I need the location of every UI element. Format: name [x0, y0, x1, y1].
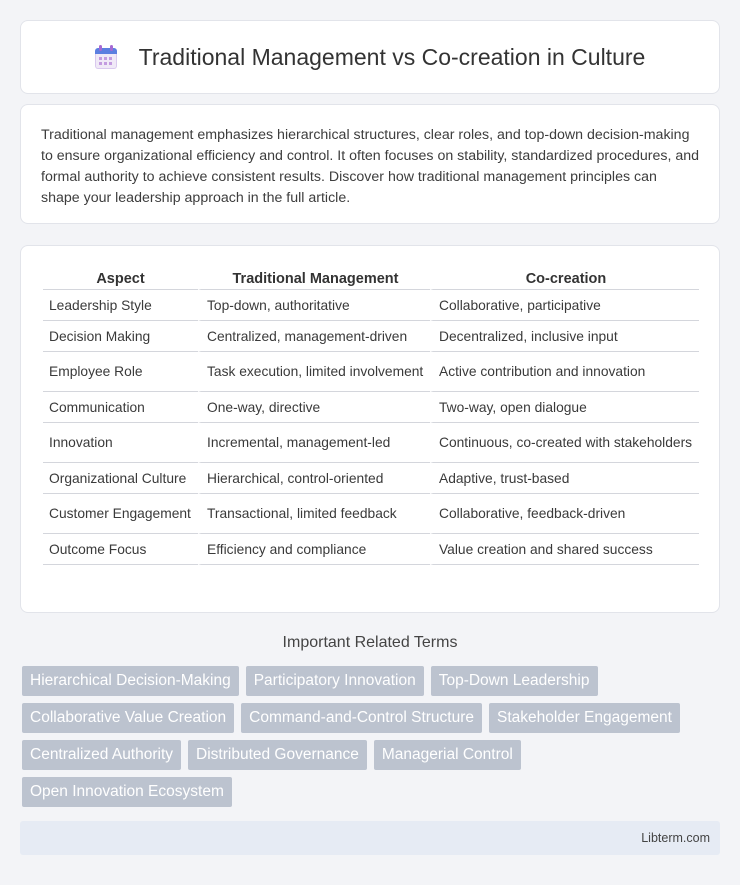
table-cell: Employee Role: [43, 352, 198, 392]
table-cell: Active contribution and innovation: [430, 352, 699, 392]
table-cell: Incremental, management-led: [198, 423, 430, 463]
related-term-tag[interactable]: Command-and-Control Structure: [241, 703, 482, 733]
related-term-tag[interactable]: Centralized Authority: [22, 740, 181, 770]
table-row: [43, 463, 699, 494]
table-cell: Outcome Focus: [43, 534, 198, 565]
table-cell: Innovation: [43, 423, 198, 463]
table-row: [43, 534, 699, 565]
related-term-tag[interactable]: Hierarchical Decision-Making: [22, 666, 239, 696]
table-cell: Organizational Culture: [43, 463, 198, 494]
table-cell: Decision Making: [43, 321, 198, 352]
table-cell: Two-way, open dialogue: [430, 392, 699, 423]
related-terms-title: Important Related Terms: [282, 634, 458, 651]
table-cell: Continuous, co-created with stakeholders: [430, 423, 699, 463]
table-cell: Decentralized, inclusive input: [430, 321, 699, 352]
footer: [20, 821, 720, 855]
footer-site-link[interactable]: Libterm.com: [641, 831, 710, 845]
table-row: [43, 290, 699, 321]
related-terms-list: [22, 666, 722, 807]
table-header-row: [43, 266, 699, 290]
related-term-tag[interactable]: Top-Down Leadership: [431, 666, 598, 696]
calendar-icon: [95, 45, 117, 69]
related-term-tag[interactable]: Open Innovation Ecosystem: [22, 777, 232, 807]
page-title: Traditional Management vs Co-creation in Culture: [138, 43, 646, 70]
table-cell: One-way, directive: [198, 392, 430, 423]
table-cell: Customer Engagement: [43, 494, 198, 534]
table-row: [43, 352, 699, 392]
related-term-tag[interactable]: Stakeholder Engagement: [489, 703, 680, 733]
intro-text: Traditional management emphasizes hierarchical structures, clear roles, and top-down decision-making to ensure organizational efficiency and control. It often focuses on stability, standardized procedures, and formal authority to achieve consistent results. Discover how traditional management principles can shape your leadership approach in the full article.: [41, 127, 700, 206]
comparison-card: [20, 245, 720, 613]
table-row: [43, 423, 699, 463]
table-cell: Top-down, authoritative: [198, 290, 430, 321]
table-row: [43, 321, 699, 352]
table-cell: Adaptive, trust-based: [430, 463, 699, 494]
intro-card: [20, 104, 720, 224]
table-cell: Collaborative, participative: [430, 290, 699, 321]
table-cell: Hierarchical, control-oriented: [198, 463, 430, 494]
table-cell: Leadership Style: [43, 290, 198, 321]
table-cell: Efficiency and compliance: [198, 534, 430, 565]
related-term-tag[interactable]: Collaborative Value Creation: [22, 703, 234, 733]
table-row: [43, 392, 699, 423]
table-row: [43, 494, 699, 534]
table-cell: Collaborative, feedback-driven: [430, 494, 699, 534]
title-card: [20, 20, 720, 94]
header-aspect: Aspect: [43, 266, 198, 290]
table-cell: Value creation and shared success: [430, 534, 699, 565]
table-cell: Task execution, limited involvement: [198, 352, 430, 392]
related-term-tag[interactable]: Distributed Governance: [188, 740, 367, 770]
related-term-tag[interactable]: Managerial Control: [374, 740, 521, 770]
table-cell: Transactional, limited feedback: [198, 494, 430, 534]
related-term-tag[interactable]: Participatory Innovation: [246, 666, 424, 696]
comparison-table: [43, 266, 699, 565]
table-cell: Centralized, management-driven: [198, 321, 430, 352]
header-traditional: Traditional Management: [198, 266, 430, 290]
header-cocreation: Co-creation: [430, 266, 699, 290]
table-cell: Communication: [43, 392, 198, 423]
